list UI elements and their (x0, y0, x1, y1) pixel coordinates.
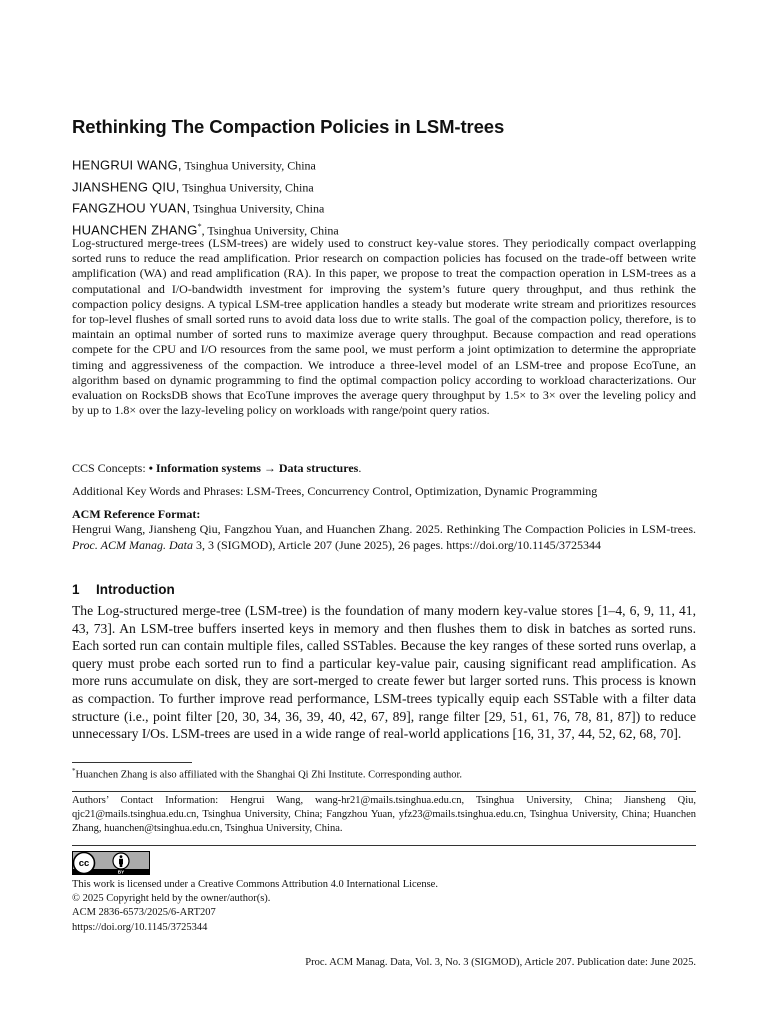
doi-link[interactable]: https://doi.org/10.1145/3725344 (72, 921, 208, 933)
acm-reference-text: Hengrui Wang, Jiansheng Qiu, Fangzhou Yuan, and Huanchen Zhang. 2025. Rethinking The Compaction Policies in LSM-trees. (72, 522, 696, 536)
author-line (72, 196, 696, 218)
creative-commons-by-icon (72, 851, 150, 875)
footnote (72, 767, 462, 781)
author-affiliation: Tsinghua University, China (181, 158, 316, 173)
contact-rule-bottom (72, 845, 696, 846)
cc-badge-cc: cc (78, 858, 90, 870)
author-line (72, 175, 696, 197)
author-mark: * (197, 221, 202, 231)
footnote-rule (72, 762, 192, 763)
copyright-line: © 2025 Copyright held by the owner/author(s). (72, 893, 271, 905)
author-line (72, 153, 696, 175)
author-name: HUANCHEN ZHANG (72, 222, 198, 237)
author-list (72, 153, 696, 239)
ccs-concepts (72, 461, 696, 476)
ccs-prefix: CCS Concepts: (72, 461, 149, 475)
ccs-suffix: . (358, 461, 362, 475)
ccs-concept: • Information systems → Data structures (148, 461, 359, 475)
license-block (72, 878, 438, 935)
cc-badge-by: BY (117, 869, 125, 875)
section-number: 1 (72, 582, 80, 597)
author-affiliation: Tsinghua University, China (179, 180, 314, 194)
footnote-mark: * (72, 767, 76, 775)
section-title: Introduction (96, 582, 175, 597)
contact-rule-top (72, 791, 696, 792)
acm-reference (72, 522, 696, 553)
page-footer: Proc. ACM Manag. Data, Vol. 3, No. 3 (SIGMOD), Article 207. Publication date: June 2025. (305, 957, 696, 968)
acm-reference-heading: ACM Reference Format: (72, 507, 201, 521)
author-name: HENGRUI WANG, (72, 157, 182, 173)
keywords: Additional Key Words and Phrases: LSM-Trees, Concurrency Control, Optimization, Dynamic Programming (72, 484, 598, 498)
author-affiliation: Tsinghua University, China (190, 201, 325, 216)
author-affiliation: , Tsinghua University, China (201, 223, 339, 237)
introduction-text: The Log-structured merge-tree (LSM-tree) is the foundation of many modern key-value stores [1–4, 6, 9, 11, 41, 43, 73]. An LSM-tree buffers inserted keys in memory and then flushes them to disk in batches as sorted runs. Each sorted run can contain multiple files, called SSTables. Because the key ranges of these sorted runs overlap, a query must probe each sorted run to find a particular key-value pair, causing significant read amplification. As more runs accumulate on disk, they are sort-merged to create fewer but larger sorted runs. This process is known as compaction. To further improve read performance, LSM-trees typically equip each SSTable with a filter data structure (i.e., point filter [20, 30, 34, 36, 39, 40, 42, 67, 89], range filter [29, 51, 61, 76, 78, 81, 87]) to reduce unnecessary I/Os. LSM-trees are used in a wide range of real-world applications [16, 31, 37, 44, 52, 62, 68, 70]. (72, 603, 696, 742)
abstract: Log-structured merge-trees (LSM-trees) are widely used to construct key-value stores. They periodically compact overlapping sorted runs to reduce the read amplification. Prior research on compaction policies has focused on the trade-off between write amplification (WA) and read amplification (RA). In this paper, we propose to treat the compaction operation in LSM-trees as a computational and I/O-bandwidth investment for improving the system’s future query throughput, and thus rethink the compaction policy designs. A typical LSM-tree application handles a steady but moderate write stream and prioritizes resources for top-level flushes of small sorted runs to avoid data loss due to write stalls. The goal of the compaction policy, therefore, is to maintain an optimal number of sorted runs to maximize average query throughput. Because compaction and read operations compete for the CPU and I/O resources from the same pool, we must perform a joint optimization to determine the appropriate timing and aggressiveness of the compaction. We introduce a three-level model of an LSM-tree and propose EcoTune, an algorithm based on dynamic programming to find the optimal compaction policy according to workload characterizations. Our evaluation on RocksDB shows that EcoTune improves the average query throughput by 1.5× to 3× over the leveling policy and by up to 1.8× over the lazy-leveling policy on workloads with range/point query ratios. (72, 236, 696, 418)
license-statement: This work is licensed under a Creative Commons Attribution 4.0 International License. (72, 879, 438, 890)
footnote-text: Huanchen Zhang is also affiliated with the Shanghai Qi Zhi Institute. Corresponding author. (75, 769, 462, 781)
author-name: JIANSHENG QIU, (72, 179, 180, 194)
section-heading (72, 582, 175, 597)
author-name: FANGZHOU YUAN, (72, 200, 191, 216)
paper-title: Rethinking The Compaction Policies in LSM-trees (72, 116, 505, 137)
acm-reference-details: 3, 3 (SIGMOD), Article 207 (June 2025), 26 pages. https://doi.org/10.1145/3725344 (193, 537, 601, 552)
author-contact-info: Authors’ Contact Information: Hengrui Wang, wang-hr21@mails.tsinghua.edu.cn, Tsinghua University, China; Jiansheng Qiu, qjc21@mails.tsinghua.edu.cn, Tsinghua University, China; Fangzhou Yuan, yfz23@mails.tsinghua.edu.cn, Tsinghua University, China; Huanchen Zhang, huanchen@tsinghua.edu.cn, Tsinghua University, China. (72, 795, 696, 835)
acm-id: ACM 2836-6573/2025/6-ART207 (72, 907, 216, 919)
acm-reference-venue: Proc. ACM Manag. Data (72, 537, 193, 552)
